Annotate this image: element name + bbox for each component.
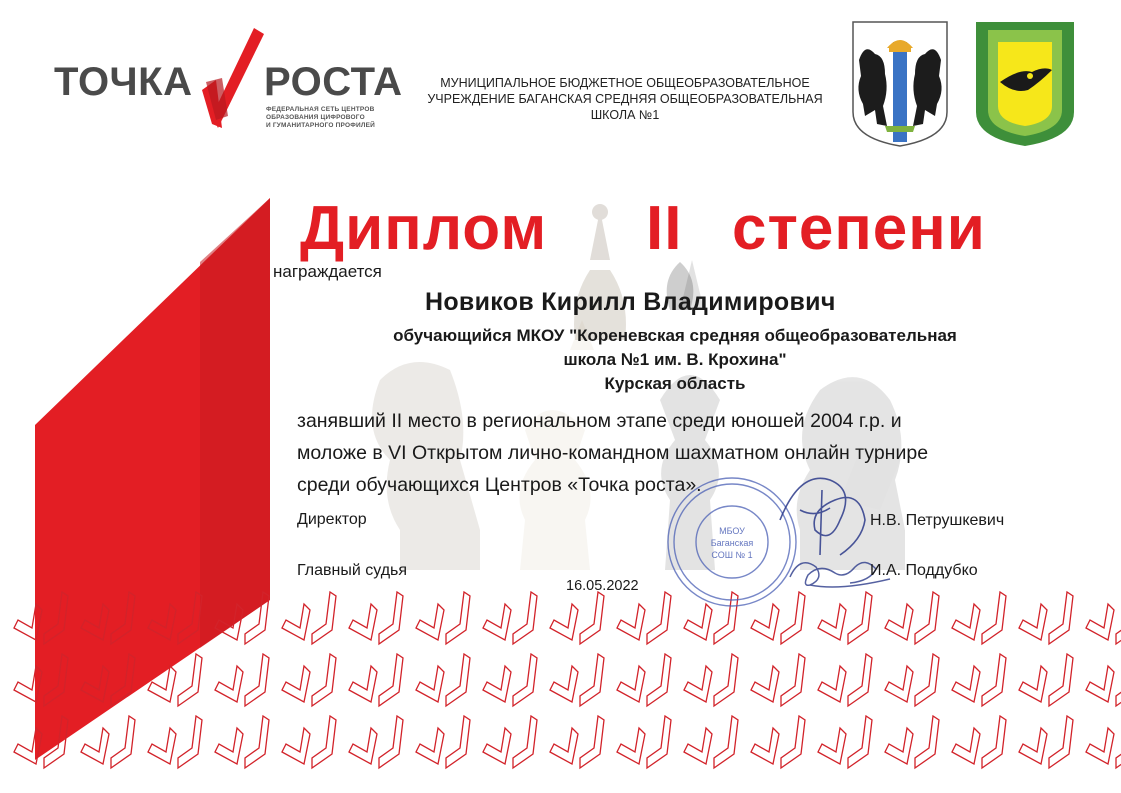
school-name-line: МУНИЦИПАЛЬНОЕ БЮДЖЕТНОЕ ОБЩЕОБРАЗОВАТЕЛЬНОЕ: [440, 76, 810, 90]
chevron-shape: [312, 716, 336, 768]
chevron-shape: [379, 716, 403, 768]
chevron-shape: [1116, 654, 1121, 706]
logo-check-icon: [198, 20, 268, 130]
chevron-shape: [1049, 654, 1073, 706]
chevron-shape: [580, 716, 604, 768]
chevron-shape: [885, 666, 913, 702]
chevron-shape: [550, 728, 578, 764]
chevron-shape: [1019, 604, 1047, 640]
stamp-line: Баганская: [710, 538, 754, 548]
chevron-shape: [111, 716, 135, 768]
chevron-shape: [349, 666, 377, 702]
chevron-shape: [550, 604, 578, 640]
award-description-line: моложе в VI Открытом лично-командном шахматном онлайн турнире: [297, 442, 929, 464]
chevron-shape: [1019, 666, 1047, 702]
chevron-shape: [513, 592, 537, 644]
chevron-shape: [982, 592, 1006, 644]
chevron-shape: [1049, 592, 1073, 644]
chevron-shape: [714, 654, 738, 706]
chevron-shape: [312, 592, 336, 644]
recipient-institution: [320, 326, 1030, 346]
chevron-shape: [818, 728, 846, 764]
chevron-shape: [781, 654, 805, 706]
institution-line: школа №1 им. В. Крохина": [563, 350, 787, 369]
date: 16.05.2022: [566, 578, 639, 594]
title-word-diploma: Диплом: [300, 194, 548, 263]
chevron-shape: [282, 666, 310, 702]
chevron-shape: [982, 654, 1006, 706]
chevron-shape: [885, 728, 913, 764]
chevron-shape: [446, 716, 470, 768]
chevron-shape: [1086, 604, 1114, 640]
chevron-shape: [818, 666, 846, 702]
stamp-line: СОШ № 1: [711, 550, 753, 560]
chevron-shape: [885, 604, 913, 640]
chevron-shape: [1116, 716, 1121, 768]
chevron-shape: [647, 654, 671, 706]
chevron-shape: [245, 654, 269, 706]
chevron-shape: [818, 604, 846, 640]
signature-role-director: Директор: [297, 511, 367, 528]
chevron-shape: [751, 728, 779, 764]
chevron-shape: [446, 592, 470, 644]
chevron-shape: [416, 604, 444, 640]
chevron-shape: [349, 604, 377, 640]
chevron-shape: [446, 654, 470, 706]
chevron-shape: [1019, 728, 1047, 764]
recipient-name: Новиков Кирилл Владимирович: [425, 288, 836, 316]
title-word-degree-label: степени: [732, 194, 986, 263]
signature-name-director: Н.В. Петрушкевич: [870, 512, 1005, 529]
recipient-region: Курская область: [604, 374, 746, 393]
chevron-shape: [781, 716, 805, 768]
chevron-shape: [379, 654, 403, 706]
chevron-shape: [982, 716, 1006, 768]
chevron-shape: [952, 666, 980, 702]
signature-name-judge: И.А. Поддубко: [870, 562, 978, 579]
chevron-shape: [483, 728, 511, 764]
chevron-shape: [178, 654, 202, 706]
chevron-shape: [148, 728, 176, 764]
chevron-shape: [178, 716, 202, 768]
chevron-shape: [617, 666, 645, 702]
chevron-shape: [483, 666, 511, 702]
chevron-shape: [714, 716, 738, 768]
chevron-shape: [848, 716, 872, 768]
chevron-shape: [282, 728, 310, 764]
logo-subtitle: [266, 106, 375, 130]
institution-line: обучающийся МКОУ "Кореневская средняя общеобразовательная: [393, 326, 957, 345]
school-name: [410, 75, 840, 123]
chevron-shape: [1116, 592, 1121, 644]
chevron-shape: [647, 716, 671, 768]
chevron-shape: [245, 716, 269, 768]
chevron-shape: [915, 716, 939, 768]
chevron-shape: [751, 666, 779, 702]
logo-subtitle-line: И ГУМАНИТАРНОГО ПРОФИЛЕЙ: [266, 122, 376, 129]
chevron-shape: [617, 604, 645, 640]
chevron-shape: [416, 728, 444, 764]
chevron-shape: [312, 654, 336, 706]
school-name-line: ШКОЛА №1: [590, 108, 660, 122]
awarded-label: награждается: [273, 262, 382, 281]
chevron-shape: [379, 592, 403, 644]
chevron-shape: [915, 654, 939, 706]
chevron-shape: [915, 592, 939, 644]
logo-subtitle-line: ФЕДЕРАЛЬНАЯ СЕТЬ ЦЕНТРОВ: [266, 106, 375, 113]
chevron-shape: [848, 654, 872, 706]
chevron-shape: [416, 666, 444, 702]
chevron-shape: [215, 728, 243, 764]
school-name-line: УЧРЕЖДЕНИЕ БАГАНСКАЯ СРЕДНЯЯ ОБЩЕОБРАЗОВАТЕЛЬНАЯ: [427, 92, 823, 106]
logo-word-left: ТОЧКА: [54, 60, 193, 104]
title-degree: II: [646, 194, 683, 263]
chevron-shape: [513, 654, 537, 706]
chevron-shape: [1086, 666, 1114, 702]
recipient-institution-2: [320, 350, 1030, 370]
bagan-district-coat-of-arms-icon: [970, 20, 1080, 148]
stamp-line: МБОУ: [719, 526, 745, 536]
chevron-shape: [513, 716, 537, 768]
chevron-shape: [81, 728, 109, 764]
award-description-line: занявший II место в региональном этапе среди юношей 2004 г.р. и: [297, 410, 902, 432]
chevron-shape: [580, 592, 604, 644]
signature-role-judge: Главный судья: [297, 562, 408, 579]
chevron-shape: [550, 666, 578, 702]
chevron-shape: [1086, 728, 1114, 764]
logo-word-right: РОСТА: [264, 60, 403, 104]
award-description-line: среди обучающихся Центров «Точка роста».: [297, 474, 702, 496]
chevron-shape: [282, 604, 310, 640]
chevron-shape: [349, 728, 377, 764]
chevron-shape: [952, 604, 980, 640]
chevron-shape: [483, 604, 511, 640]
novosibirsk-coat-of-arms-icon: [845, 20, 955, 148]
chevron-shape: [617, 728, 645, 764]
red-panel-shade: [200, 198, 270, 648]
chevron-shape: [1049, 716, 1073, 768]
chevron-shape: [952, 728, 980, 764]
chevron-shape: [684, 728, 712, 764]
logo-subtitle-line: ОБРАЗОВАНИЯ ЦИФРОВОГО: [266, 114, 365, 121]
chevron-shape: [684, 666, 712, 702]
chevron-shape: [215, 666, 243, 702]
chevron-shape: [580, 654, 604, 706]
